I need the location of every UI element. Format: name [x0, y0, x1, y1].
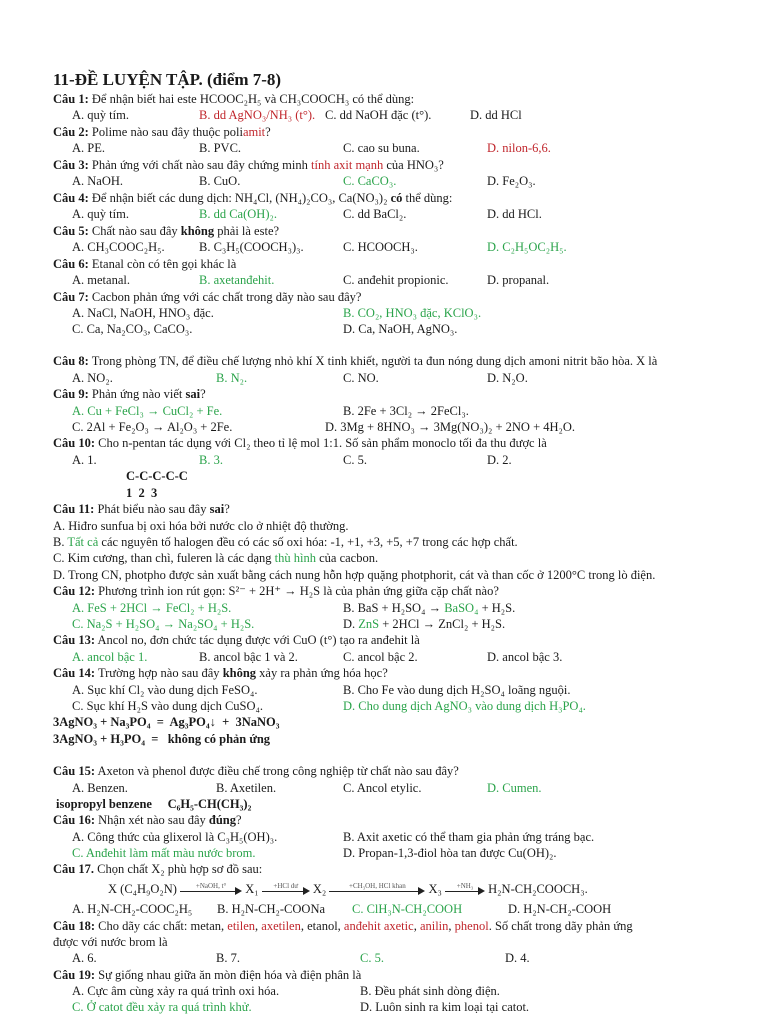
- option-d: D. 4.: [505, 951, 530, 965]
- question-text: ?: [224, 502, 230, 516]
- option-b: B. Axetilen.: [216, 781, 277, 795]
- option-b: B. Cho Fe vào dung dịch H₂SO₄ loãng nguội.: [343, 683, 571, 697]
- question-18: [53, 919, 633, 934]
- option-b: B. Đều phát sinh dòng điện.: [360, 984, 500, 998]
- option-c: C. HCOOCH₃.: [343, 240, 418, 254]
- question-8: [53, 354, 657, 369]
- arrow-label: +HCl dư: [273, 882, 299, 891]
- question-text: Chất nào sau đây: [91, 224, 181, 238]
- scheme-species: H₂N-CH₂COOCH₃.: [488, 882, 588, 896]
- question-text: Sự giống nhau giữa ăn mòn điện hóa và điện phân là: [98, 968, 362, 982]
- highlight-text: axetilen: [261, 919, 301, 933]
- question-text: Để nhận biết các dung dịch: NH₄Cl, (NH₄)₂CO₃, Ca(NO₃)₂: [91, 191, 388, 205]
- option-d: D. Trong CN, photpho được sản xuất bằng cách nung hỗn hợp quặng photphorit, cát và than cốc ở 1200°C trong lò điện.: [53, 568, 656, 582]
- question-label: Câu 3:: [53, 158, 89, 172]
- arrow-label: +CH₃OH, HCl khan: [349, 882, 406, 891]
- scheme-arrow: [329, 882, 425, 895]
- option-d: D. H₂N-CH₂-COOH: [508, 902, 612, 916]
- question-text: ?: [236, 813, 242, 827]
- scheme-species: X₁: [245, 882, 259, 896]
- option-b: B. axetanđehit.: [199, 273, 275, 287]
- option-d: D. Propan-1,3-điol hòa tan được Cu(OH)₂.: [343, 846, 557, 860]
- highlight-text: anilin: [419, 919, 449, 933]
- option-c: C. 5.: [343, 453, 367, 467]
- option-b: B. H₂N-CH₂-COONa: [217, 902, 326, 916]
- question-3: [53, 158, 444, 173]
- question-label: Câu 6:: [53, 257, 89, 271]
- highlight-text: tính axit mạnh: [311, 158, 384, 172]
- scheme-species: X₃: [428, 882, 442, 896]
- question-label: Câu 8:: [53, 354, 89, 368]
- option-c: C. NO.: [343, 371, 379, 385]
- option-a: A. Cực âm cùng xảy ra quá trình oxi hóa.: [72, 984, 280, 998]
- option-d: D. N₂O.: [487, 371, 528, 385]
- option-b: B. C₃H₅(COOCH₃)₃.: [199, 240, 304, 254]
- option-a: A. 6.: [72, 951, 97, 965]
- question-1: [53, 92, 414, 107]
- option-a: A. FeS + 2HCl → FeCl₂ + H₂S.: [72, 601, 232, 615]
- bold-text: không: [222, 666, 257, 680]
- option-c: C. ClH₃N-CH₂COOH: [352, 902, 463, 916]
- option-b: B. CuO.: [199, 174, 241, 188]
- option-a: A. ancol bậc 1.: [72, 650, 148, 664]
- option-a: A. Sục khí Cl₂ vào dung dịch FeSO₄.: [72, 683, 258, 697]
- option-c: C. cao su buna.: [343, 141, 420, 155]
- option-d: D. dd HCl: [470, 108, 522, 122]
- option-c: C. Sục khí H₂S vào dung dịch CuSO₄.: [72, 699, 264, 713]
- bold-text: đúng: [208, 813, 236, 827]
- question-text: Trường hợp nào sau đây: [97, 666, 223, 680]
- highlight-text: anđehit axetic: [343, 919, 414, 933]
- question-text: . Số chất trong dãy phản ứng: [488, 919, 633, 933]
- question-text: Phát biểu nào sau đây: [97, 502, 210, 516]
- option-a: A. Cu + FeCl₃ → CuCl₂ + Fe.: [72, 404, 223, 418]
- option-text: các nguyên tố halogen đều có các số oxi hóa: -1, +1, +3, +5, +7 trong các hợp chất.: [98, 535, 518, 549]
- option-a: A. quỳ tím.: [72, 207, 129, 221]
- option-c: [53, 551, 378, 566]
- option-a: A. NaCl, NaOH, HNO₃ đặc.: [72, 306, 214, 320]
- question-2: [53, 125, 271, 140]
- question-text: ,: [255, 919, 262, 933]
- question-11: [53, 502, 230, 517]
- question-14: [53, 666, 388, 681]
- highlight-text: ZnS: [358, 617, 380, 631]
- option-text: B. BaS + H₂SO₄ →: [343, 601, 445, 615]
- option-d: D. Fe₂O₃.: [487, 174, 536, 188]
- bold-text: sai: [209, 502, 225, 516]
- question-label: Câu 19:: [53, 968, 96, 982]
- question-text: phải là este?: [214, 224, 280, 238]
- arrow-label: +NH₃: [456, 882, 474, 891]
- scheme-species: X₂: [312, 882, 327, 896]
- option-a: A. Benzen.: [72, 781, 128, 795]
- scheme-arrow: [180, 882, 242, 895]
- question-5: [53, 224, 279, 239]
- option-a: A. PE.: [72, 141, 105, 155]
- option-c: C. dd BaCl₂.: [343, 207, 407, 221]
- option-c: C. anđehit propionic.: [343, 273, 449, 287]
- question-13: [53, 633, 420, 648]
- bold-text: không: [180, 224, 215, 238]
- option-text: của cacbon.: [315, 551, 379, 565]
- question-label: Câu 12:: [53, 584, 96, 598]
- reaction-scheme: [108, 882, 588, 897]
- option-b: [343, 601, 515, 616]
- question-text: thể dùng:: [402, 191, 453, 205]
- option-d: D. C₂H₅OC₂H₅.: [487, 240, 567, 254]
- question-9: [53, 387, 206, 402]
- question-12: [53, 584, 499, 599]
- question-text: Cacbon phản ứng với các chất trong dãy nào sau đây?: [91, 290, 362, 304]
- option-b: B. dd Ca(OH)₂.: [199, 207, 277, 221]
- question-label: Câu 11:: [53, 502, 95, 516]
- question-text: Etanal còn có tên gọi khác là: [91, 257, 237, 271]
- carbon-position-note: 1 2 3: [126, 486, 158, 500]
- question-16: [53, 813, 242, 828]
- option-a: A. 1.: [72, 453, 97, 467]
- option-c: C. 5.: [360, 951, 384, 965]
- question-text: của HNO₃?: [383, 158, 444, 172]
- question-label: Câu 10:: [53, 436, 96, 450]
- option-c: C. dd NaOH đặc (t°).: [325, 108, 432, 122]
- option-b: B. 7.: [216, 951, 240, 965]
- question-label: Câu 15:: [53, 764, 96, 778]
- option-c: C. Ca, Na₂CO₃, CaCO₃.: [72, 322, 193, 336]
- option-d: D. ancol bậc 3.: [487, 650, 563, 664]
- question-7: [53, 290, 361, 305]
- question-text: Polime nào sau đây thuộc poli: [91, 125, 243, 139]
- option-a: A. CH₃COOC₂H₅.: [72, 240, 165, 254]
- scheme-species: X (C₄H₉O₂N): [108, 882, 177, 896]
- question-label: Câu 14:: [53, 666, 96, 680]
- highlight-text: Tất cả: [67, 535, 99, 549]
- bold-text: sai: [185, 387, 201, 401]
- scheme-arrow: [262, 882, 310, 895]
- option-c: C. ancol bậc 2.: [343, 650, 418, 664]
- option-c: C. Anđehit làm mất màu nước brom.: [72, 846, 256, 860]
- question-text: Cho dãy các chất: metan,: [98, 919, 228, 933]
- option-d: [343, 617, 505, 632]
- option-a: A. NaOH.: [72, 174, 124, 188]
- option-d: D. Cho dung dịch AgNO₃ vào dung dịch H₃PO₄.: [343, 699, 586, 713]
- option-a: A. quỳ tím.: [72, 108, 129, 122]
- reaction-note-2: 3AgNO₃ + H₃PO₄ = không có phản ứng: [53, 732, 271, 746]
- question-18-continued: được với nước brom là: [53, 935, 168, 949]
- question-text: Phản ứng với chất nào sau đây chứng minh: [91, 158, 311, 172]
- option-c: C. Ở catot đều xảy ra quá trình khử.: [72, 1000, 252, 1014]
- question-text: Cho n-pentan tác dụng với Cl₂ theo tỉ lệ mol 1:1. Số sản phẩm monoclo tối đa thu được là: [98, 436, 547, 450]
- option-d: D. propanal.: [487, 273, 550, 287]
- option-d: D. nilon-6,6.: [487, 141, 551, 155]
- option-d: D. 2.: [487, 453, 512, 467]
- option-b: B. dd AgNO₃/NH₃ (t°).: [199, 108, 316, 122]
- question-label: Câu 1:: [53, 92, 89, 106]
- question-label: Câu 7:: [53, 290, 89, 304]
- question-4: [53, 191, 452, 206]
- option-text: D.: [343, 617, 359, 631]
- highlight-text: BaSO₄: [444, 601, 479, 615]
- question-text: Phương trình ion rút gọn: S²⁻ + 2H⁺ → H₂S là của phản ứng giữa cặp chất nào?: [98, 584, 499, 598]
- option-a: A. H₂N-CH₂-COOC₂H₅: [72, 902, 193, 916]
- question-15: [53, 764, 459, 779]
- question-text: Axeton và phenol được điều chế trong công nghiệp từ chất nào sau đây?: [97, 764, 459, 778]
- option-b: [53, 535, 518, 550]
- scheme-arrow: [445, 882, 485, 895]
- question-text: ?: [200, 387, 206, 401]
- question-10: [53, 436, 547, 451]
- question-text: Nhận xét nào sau đây: [98, 813, 209, 827]
- option-a: A. Công thức của glixerol là C₃H₅(OH)₃.: [72, 830, 278, 844]
- option-d: D. Ca, NaOH, AgNO₃.: [343, 322, 458, 336]
- question-label: Câu 18:: [53, 919, 96, 933]
- option-a: A. metanal.: [72, 273, 130, 287]
- highlight-text: etilen: [227, 919, 256, 933]
- question-text: xảy ra phản ứng hóa học?: [256, 666, 388, 680]
- question-text: ,: [413, 919, 420, 933]
- option-b: B. ancol bậc 1 và 2.: [199, 650, 298, 664]
- question-label: Câu 17.: [53, 862, 94, 876]
- option-text: C. Kim cương, than chì, fuleren là các dạng: [53, 551, 275, 565]
- question-19: [53, 968, 361, 983]
- option-text: B.: [53, 535, 68, 549]
- option-a: A. NO₂.: [72, 371, 113, 385]
- question-label: Câu 16:: [53, 813, 96, 827]
- option-d: D. 3Mg + 8HNO₃ → 3Mg(NO₃)₂ + 2NO + 4H₂O.: [325, 420, 576, 434]
- option-b: B. CO₂, HNO₃ đặc, KClO₃.: [343, 306, 482, 320]
- question-text: ?: [265, 125, 271, 139]
- bold-text: có: [387, 191, 403, 205]
- question-text: , etanol,: [300, 919, 344, 933]
- highlight-text: thù hình: [274, 551, 316, 565]
- question-17: [53, 862, 262, 877]
- option-b: B. 2Fe + 3Cl₂ → 2FeCl₃.: [343, 404, 469, 418]
- question-label: Câu 4:: [53, 191, 89, 205]
- question-text: Chọn chất X₂ phù hợp sơ đồ sau:: [97, 862, 263, 876]
- reaction-note-1: 3AgNO₃ + Na₃PO₄ = Ag₃PO₄↓ + 3NaNO₃: [53, 715, 280, 729]
- question-label: Câu 13:: [53, 633, 96, 647]
- option-c: C. Na₂S + H₂SO₄ → Na₂SO₄ + H₂S.: [72, 617, 255, 631]
- carbon-chain-note: C-C-C-C-C: [126, 469, 188, 483]
- question-label: Câu 5:: [53, 224, 89, 238]
- question-text: Ancol no, đơn chức tác dụng được với CuO (t°) tạo ra anđehit là: [97, 633, 420, 647]
- question-text: Phản ứng nào viết: [91, 387, 186, 401]
- option-c: C. Ancol etylic.: [343, 781, 422, 795]
- highlight-text: phenol: [454, 919, 489, 933]
- option-d: D. Cumen.: [487, 781, 542, 795]
- option-c: C. 2Al + Fe₂O₃ → Al₂O₃ + 2Fe.: [72, 420, 233, 434]
- option-text: + 2HCl → ZnCl₂ + H₂S.: [379, 617, 506, 631]
- cumen-note: isopropyl benzene C₆H₅-CH(CH₃)₂: [56, 797, 252, 811]
- question-text: Để nhận biết hai este HCOOC₂H₅ và CH₃COOCH₃ có thể dùng:: [91, 92, 415, 106]
- question-label: Câu 9:: [53, 387, 89, 401]
- option-b: B. 3.: [199, 453, 223, 467]
- option-b: B. Axit axetic có thể tham gia phản ứng tráng bạc.: [343, 830, 595, 844]
- question-text: Trong phòng TN, để điều chế lượng nhỏ khí X tinh khiết, người ta đun nóng dung dịch amoni nitrit bão hòa. X là: [91, 354, 658, 368]
- question-6: [53, 257, 236, 272]
- option-a: A. Hiđro sunfua bị oxi hóa bởi nước clo ở nhiệt độ thường.: [53, 519, 349, 533]
- page-title: 11-ĐỀ LUYỆN TẬP. (điểm 7-8): [53, 70, 282, 89]
- arrow-label: +NaOH, t°: [195, 882, 227, 891]
- option-b: B. N₂.: [216, 371, 248, 385]
- highlight-text: amit: [242, 125, 266, 139]
- option-text: + H₂S.: [478, 601, 516, 615]
- option-c: C. CaCO₃.: [343, 174, 397, 188]
- question-text: ,: [448, 919, 455, 933]
- option-d: D. dd HCl.: [487, 207, 542, 221]
- option-d: D. Luôn sinh ra kim loại tại catot.: [360, 1000, 530, 1014]
- option-b: B. PVC.: [199, 141, 242, 155]
- question-label: Câu 2:: [53, 125, 89, 139]
